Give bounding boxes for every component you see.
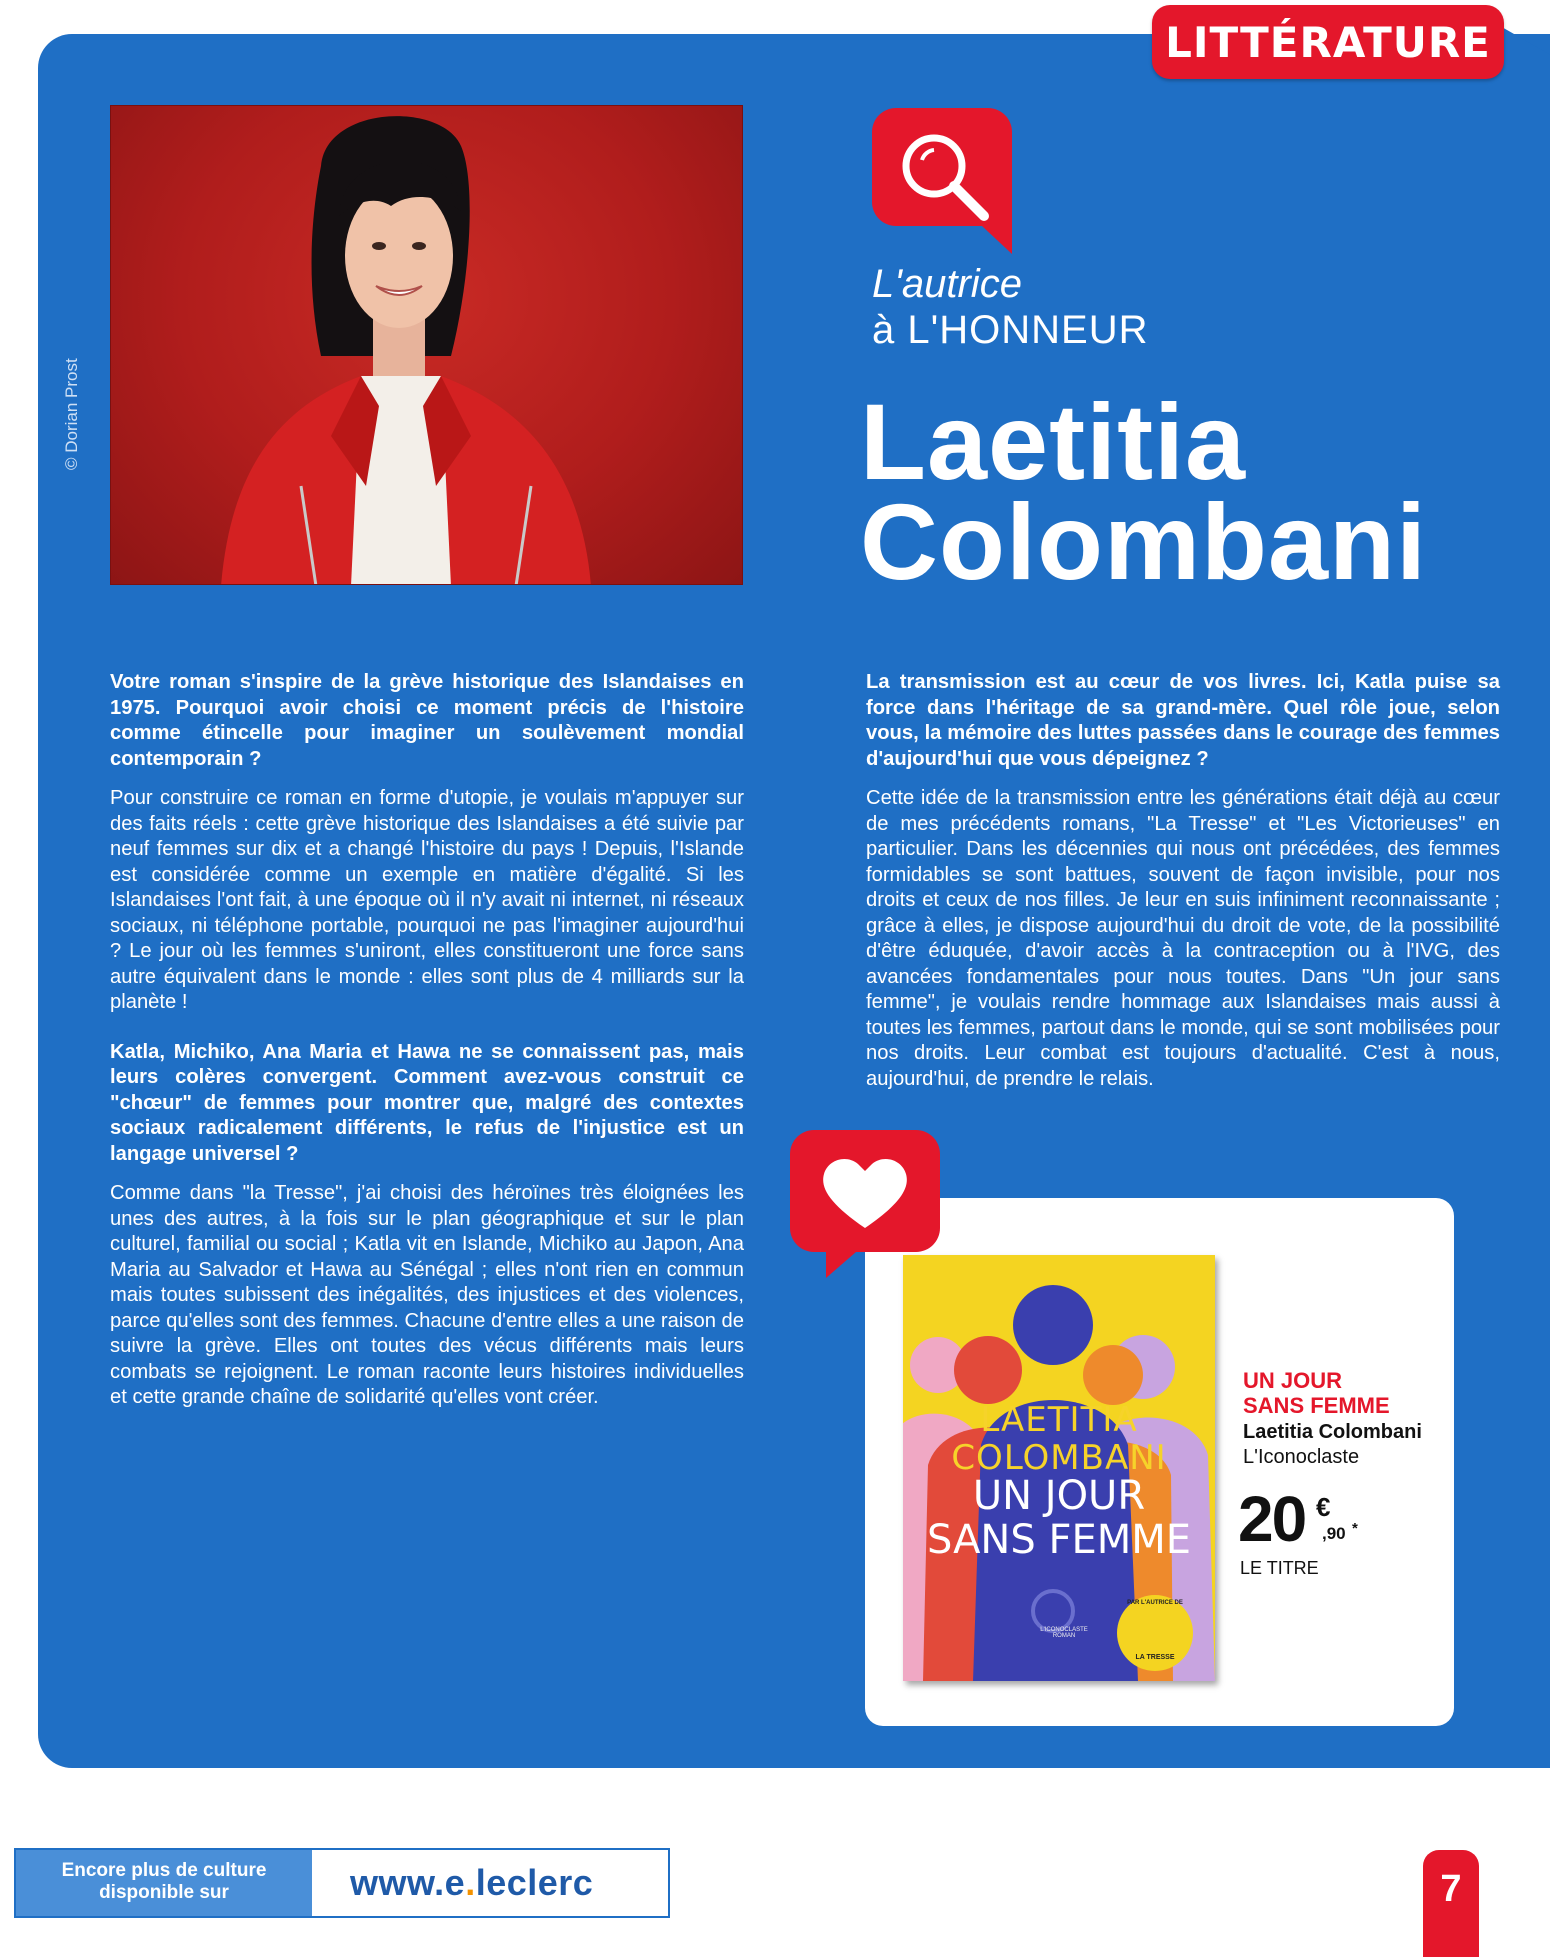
price-unit: LE TITRE: [1240, 1558, 1319, 1578]
footer-website-link[interactable]: [350, 1862, 593, 1904]
cover-title-line-2: SANS FEMME: [926, 1517, 1192, 1563]
interview-answer: Comme dans "la Tresse", j'ai choisi des héroïnes très éloignées les unes des autres, à la fois sur le plan géographique et sur le plan culturel, familial ou social ; Katla vit en Islande, Michiko au Japon, Ana Maria au Salvador et Hawa au Sénégal ; elles n'ont rien en commun mais toutes subissent des inégalités, des injustices et des violences, parce qu'elles sont des femmes. Chacune d'entre elles a une raison de suivre la grève. Elles ont toutes des vécus différents mais leurs combats se rejoignent. Le roman raconte leurs histoires individuelles et cette grande chaîne de solidarité qu'elles vont créer.: [110, 1182, 744, 1408]
footer-promo-line-2: disponible sur: [99, 1882, 229, 1903]
product-author: Laetitia Colombani: [1243, 1421, 1422, 1443]
cover-publisher-genre: ROMAN: [1052, 1633, 1076, 1639]
interview-answer: Pour construire ce roman en forme d'utopie, je voulais m'appuyer sur des faits réels : cette grève historique des Islandaises a été suivie par neuf femmes sur dix et a changé l'histoire du pays ! Depuis, l'Islande est considérée comme un exemple en matière d'égalité. Si les Islandaises l'ont fait, à une époque où il n'y avait ni internet, ni réseaux sociaux, ni téléphone portable, pourquoi ne pas l'imaginer aujourd'hui ? Le jour où les femmes s'uniront, elles constitueront une force sans autre équivalent dans le monde : elles sont plus de 4 milliards sur la planète !: [110, 787, 744, 1013]
book-cover[interactable]: [903, 1255, 1215, 1681]
cover-title-line-1: UN JOUR: [972, 1473, 1146, 1519]
cover-publisher-name: L'ICONOCLASTE: [1040, 1627, 1088, 1633]
interview-question: La transmission est au cœur de vos livres. Ici, Katla puise sa force dans l'héritage de sa grand-mère. Quel rôle joue, selon vous, la mémoire des luttes passées dans le courage des femmes d'aujourd'hui que vous dépeignez ?: [866, 671, 1500, 770]
cover-author-line-2: COLOMBANI: [951, 1438, 1167, 1478]
url-prefix: www.e: [350, 1862, 466, 1903]
author-last-name: Colombani: [860, 481, 1427, 602]
product-publisher: L'Iconoclaste: [1243, 1446, 1360, 1468]
interview-column-left: [110, 670, 744, 1435]
interview-question: Votre roman s'inspire de la grève historique des Islandaises en 1975. Pourquoi avoir choisi ce moment précis de l'histoire comme étincelle pour imaginer un soulèvement mondial contemporain ?: [110, 671, 744, 770]
interview-answer: Cette idée de la transmission entre les générations était déjà au cœur de mes précédents romans, "La Tresse" et "Les Victorieuses" en particulier. Dans les décennies qui nous ont précédées, des femmes formidables se sont battues, souvent de façon invisible, pour nos droits et ceux de nos filles. Je leur en suis infiniment reconnaissante ; grâce à elles, je dispose aujourd'hui du droit de vote, de la possibilité d'être éduquée, d'avoir accès à la contraception ou à l'IVG, des avancées fondamentales pour nous toutes. Dans "Un jour sans femme", je voulais rendre hommage aux Islandaises mais aussi à toutes les femmes, partout dans le monde, qui se sont mobilisées pour nos droits. Leur combat est toujours d'actualité. C'est à nous, aujourd'hui, de prendre le relais.: [866, 787, 1500, 1090]
magnifier-icon: [872, 108, 1012, 254]
cover-author-line-1: LAETITIA: [980, 1400, 1138, 1440]
cover-seal-bottom: LA TRESSE: [1135, 1654, 1175, 1661]
author-photo: [110, 105, 743, 585]
kicker-line-2: à L'HONNEUR: [872, 308, 1149, 352]
author-name-heading: [860, 381, 1427, 602]
cover-publisher: [1029, 1627, 1099, 1639]
price-currency: €: [1316, 1492, 1331, 1522]
price-footnote-mark: *: [1352, 1520, 1358, 1537]
product-title-line-1: UN JOUR: [1243, 1368, 1343, 1393]
footer-promo-line-1: Encore plus de culture: [61, 1860, 267, 1881]
product-title-line-2: SANS FEMME: [1243, 1393, 1390, 1418]
footer-promo[interactable]: [14, 1848, 670, 1918]
page-number: 7: [1423, 1850, 1479, 1957]
interview-question: Katla, Michiko, Ana Maria et Hawa ne se connaissent pas, mais leurs colères convergent. Comment avez-vous construit ce "chœur" de femmes pour montrer que, malgré des contextes sociaux radicalement différents, le refus de l'injustice est un langage universel ?: [110, 1040, 744, 1165]
author-portrait-illustration: [111, 106, 743, 585]
url-dot: .: [465, 1862, 476, 1903]
author-first-name: Laetitia: [860, 381, 1247, 502]
kicker-line-1: L'autrice: [872, 262, 1022, 306]
price-euros: 20: [1238, 1483, 1306, 1555]
interview-column-right: [866, 670, 1500, 1116]
cover-seal: [1113, 1590, 1197, 1674]
footer-promo-text: [16, 1850, 312, 1916]
price-cents: ,90: [1322, 1524, 1346, 1543]
url-domain: leclerc: [475, 1862, 594, 1903]
cover-seal-top: PAR L'AUTRICE DE: [1127, 1600, 1183, 1606]
photo-credit: © Dorian Prost: [62, 358, 81, 470]
section-label: LITTÉRATURE: [1152, 5, 1504, 79]
